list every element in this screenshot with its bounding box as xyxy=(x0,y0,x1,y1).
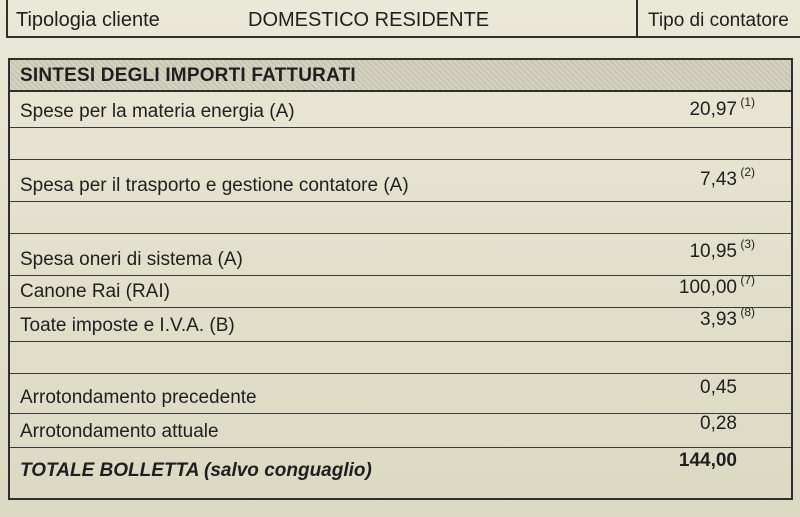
row-amount: 10,95 xyxy=(689,241,737,262)
row-label: Arrotondamento precedente xyxy=(20,387,257,408)
table-row xyxy=(10,160,791,202)
table-row xyxy=(10,374,791,414)
row-footnote: (2) xyxy=(740,165,755,179)
customer-type-label: Tipologia cliente xyxy=(16,9,160,31)
total-row xyxy=(10,448,791,498)
header-divider xyxy=(636,0,638,38)
row-label: Toate imposte e I.V.A. (B) xyxy=(20,315,235,336)
table-row xyxy=(10,273,791,308)
row-amount: 3,93 xyxy=(700,309,737,330)
total-amount: 144,00 xyxy=(678,450,737,471)
row-footnote: (8) xyxy=(740,305,755,319)
row-label: Spesa per il trasporto e gestione contatore (A) xyxy=(20,175,409,196)
table-row xyxy=(10,202,791,234)
row-amount: 20,97 xyxy=(689,99,737,120)
summary-title-bar xyxy=(10,60,791,92)
row-footnote: (1) xyxy=(740,95,755,109)
customer-header xyxy=(6,0,800,38)
customer-type-value: DOMESTICO RESIDENTE xyxy=(248,9,490,31)
table-row xyxy=(10,305,791,342)
row-label: Spesa oneri di sistema (A) xyxy=(20,249,243,270)
table-row xyxy=(10,342,791,374)
row-label: Arrotondamento attuale xyxy=(20,421,219,442)
row-label: Spese per la materia energia (A) xyxy=(20,101,295,122)
billed-amounts-summary xyxy=(8,58,793,500)
row-amount: 7,43 xyxy=(700,169,737,190)
table-row xyxy=(10,414,791,448)
table-row xyxy=(10,92,791,128)
table-row xyxy=(10,128,791,160)
row-amount: 100,00 xyxy=(678,277,737,298)
row-footnote: (7) xyxy=(740,273,755,287)
row-footnote: (3) xyxy=(740,237,755,251)
table-row xyxy=(10,234,791,276)
summary-title: SINTESI DEGLI IMPORTI FATTURATI xyxy=(20,65,356,86)
row-amount: 0,28 xyxy=(700,413,737,434)
row-amount: 0,45 xyxy=(700,377,737,398)
meter-type-label: Tipo di contatore xyxy=(648,10,789,31)
row-label: Canone Rai (RAI) xyxy=(20,281,170,302)
total-label: TOTALE BOLLETTA (salvo conguaglio) xyxy=(20,460,372,481)
